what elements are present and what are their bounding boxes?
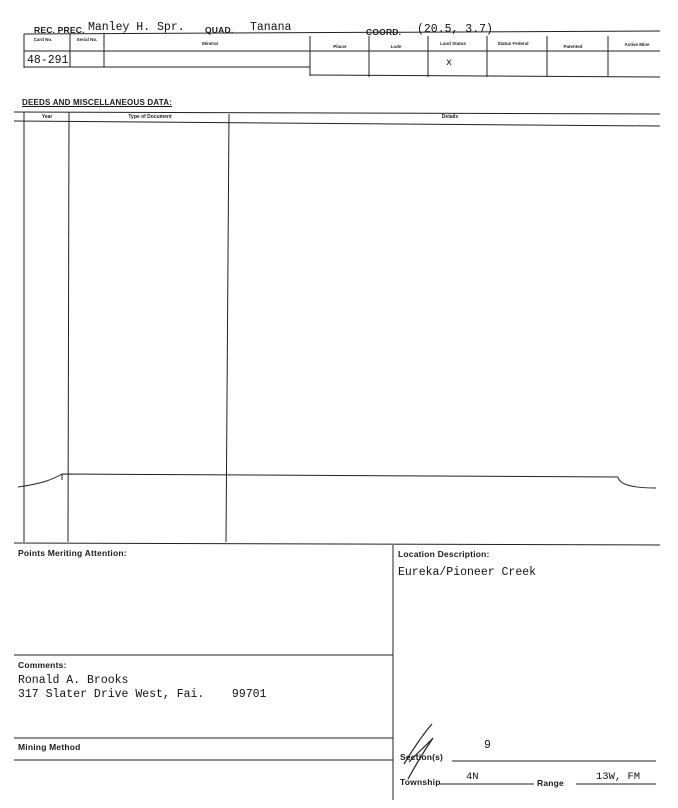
comments-line-2: 317 Slater Drive West, Fai. 99701: [18, 688, 267, 701]
col-card-no: Card No.: [33, 37, 53, 42]
col-year: Year: [41, 114, 53, 120]
range-value: 13W, FM: [596, 771, 641, 783]
range-label: Range: [537, 778, 564, 788]
coord-value: (20.5, 3.7): [417, 23, 493, 36]
col-patented: Patented: [563, 44, 583, 49]
quad-value: Tanana: [250, 21, 292, 34]
col-active-mine: Active Mine: [624, 42, 650, 47]
col-type-of-document: Type of Document: [128, 114, 172, 120]
location-label: Location Description:: [398, 549, 490, 559]
col-land-status: Land Status: [440, 41, 466, 46]
land-status-mark: x: [446, 58, 453, 69]
col-lode: Lode: [390, 44, 402, 49]
mining-method-label: Mining Method: [18, 742, 81, 752]
comments-line-1: Ronald A. Brooks: [18, 674, 129, 687]
col-mineral: Mineral: [202, 41, 218, 46]
col-status-federal: Status Federal: [497, 41, 529, 46]
col-serial-no: Serial No.: [76, 37, 98, 42]
coord-label: COORD.: [366, 27, 402, 37]
rec-prec-label: REC. PREC.: [34, 25, 85, 35]
deeds-section-title: DEEDS AND MISCELLANEOUS DATA:: [22, 98, 173, 107]
location-value: Eureka/Pioneer Creek: [398, 566, 537, 579]
quad-label: QUAD.: [205, 25, 234, 35]
township-label: Township: [400, 777, 441, 787]
comments-label: Comments:: [18, 660, 67, 670]
section-value: 9: [484, 739, 491, 752]
col-details: Details: [441, 114, 459, 120]
township-value: 4N: [466, 771, 479, 783]
section-label: Section(s): [400, 752, 444, 762]
col-placer: Placer: [333, 44, 347, 49]
points-label: Points Meriting Attention:: [18, 548, 127, 558]
rec-prec-value: Manley H. Spr.: [88, 21, 185, 34]
card-no-value: 48-291: [27, 54, 69, 67]
